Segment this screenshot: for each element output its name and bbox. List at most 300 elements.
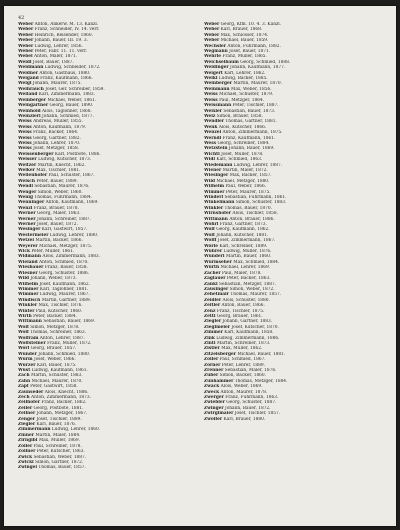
entry-details: Michael, Metzger, 1880. xyxy=(216,178,270,184)
entry-details: Franz, Kaufmann, 1866. xyxy=(40,76,93,82)
entry-name: Zuber xyxy=(204,373,219,379)
entry-details: Peter, Bäcker, 1884. xyxy=(33,313,77,319)
entry-details: Georg, Bauer, 1890. xyxy=(49,103,94,109)
entry-name: Weyerer xyxy=(18,243,38,249)
entry-details: Simon, Schuster, 1883. xyxy=(235,200,287,206)
entry-name: Ziegler xyxy=(18,422,36,428)
entry-details: Josef, Müller, 1878. xyxy=(221,151,264,157)
entry-name: Werner xyxy=(18,222,36,228)
entry-name: Wiedemann xyxy=(204,162,233,168)
entry-name: Werndl xyxy=(204,135,222,141)
entry-name: Wenninger xyxy=(18,200,45,206)
entry-details: Karl, Postbote, 1886. xyxy=(54,151,101,157)
entry-details: Max, Tischler, 1876. xyxy=(38,303,83,309)
entry-name: Wick xyxy=(18,249,30,255)
entry-name: Weinberger xyxy=(18,97,46,103)
entry-details: Josef, Bauer, 1871. xyxy=(229,49,271,55)
entry-name: Wiesinger xyxy=(204,173,229,179)
entry-name: Zwerger xyxy=(204,395,224,401)
entry-details: Georg, Brauer, 1857. xyxy=(30,346,77,352)
entry-details: Heinrich, Reisender, 1860. xyxy=(34,32,93,38)
entry-name: Weber xyxy=(18,27,34,33)
entry-name: Weiss xyxy=(18,130,32,136)
entry-name: Zwickl xyxy=(18,459,34,465)
entry-details: Georg, Gärtner, 1882. xyxy=(33,135,81,141)
entry-details: Ludwig, Lehrer, 1880. xyxy=(49,232,99,238)
entry-name: Wenger xyxy=(18,189,37,195)
entry-name: Ziegler xyxy=(204,319,222,325)
entry-details: Anton, Kaufmann, 1879. xyxy=(33,124,87,130)
entry-name: Wesinger xyxy=(18,227,41,233)
entry-details: Karl, Bauer, 1875. xyxy=(36,362,77,368)
entry-name: Weixler xyxy=(204,108,223,114)
entry-details: Franz, Gärtner, 1873. xyxy=(219,222,267,228)
entry-name: Webel xyxy=(18,54,33,60)
entry-name: Wehrle xyxy=(204,54,221,60)
entry-name: Zweck xyxy=(204,389,220,395)
entry-details: Alois, Zimmermann, 1883. xyxy=(42,254,101,260)
entry-name: Welsch xyxy=(18,178,36,184)
entry-details: Max, Müller, 1862. xyxy=(221,346,263,352)
entry-name: Weber xyxy=(204,27,220,33)
entry-details: Martin, Bäcker, 1866. xyxy=(35,238,83,244)
entry-name: Wendler xyxy=(204,119,224,125)
entry-name: Zellner xyxy=(18,411,36,417)
entry-name: Zirngibl xyxy=(18,438,38,444)
entry-name: Wolfram xyxy=(18,335,39,341)
entry-name: Wörle xyxy=(204,243,218,249)
entry-details: Thomas, Gärtner, 1881. xyxy=(225,119,277,125)
entry-details: Anton, Zimmermann, 1873. xyxy=(31,395,91,401)
entry-details: Max, Müller, 1869. xyxy=(38,438,81,444)
entry-name: Westermeier xyxy=(18,232,49,238)
entry-details: Thomas, Bauer, 1857. xyxy=(38,465,86,471)
entry-details: Thomas, Bauer, 1870. xyxy=(224,205,272,211)
entry-details: Martin, Maler, 1884. xyxy=(35,432,81,438)
entry-name: Weikl xyxy=(204,76,218,82)
entry-details: Max, Schlosser, 1874. xyxy=(220,32,269,38)
entry-name: Zenger xyxy=(18,416,35,422)
entry-name: Weissenberger xyxy=(18,151,54,157)
entry-name: Weigert xyxy=(204,70,223,76)
entry-name: Weber xyxy=(18,32,34,38)
entry-name: Zink xyxy=(204,335,215,341)
entry-name: Weber xyxy=(18,22,34,27)
entry-details: Simon, Brauer, 1858. xyxy=(216,113,263,119)
entry-name: Zrenner xyxy=(204,368,224,373)
entry-name: Zeidler xyxy=(204,297,222,303)
entry-name: Zausinger xyxy=(204,286,229,292)
entry-name: Zenz xyxy=(204,308,216,314)
entry-name: Weinhold xyxy=(18,108,41,114)
entry-name: Zwinger xyxy=(204,405,224,411)
entry-details: Johann, Schmied, 1877. xyxy=(42,113,94,119)
entry-name: Weinmann xyxy=(204,86,230,92)
entry-details: Martin, Schreiner, 1873. xyxy=(216,340,271,346)
entry-details: Martin, Schuster, 1883. xyxy=(31,373,83,379)
entry-details: Karl, Taglöhner, 1881. xyxy=(39,286,89,292)
entry-details: Georg, Brauer, 1861. xyxy=(216,313,263,319)
entry-name: Weiland xyxy=(18,92,38,98)
entry-name: Wild xyxy=(204,178,216,184)
entry-details: Simon, Bäcker, 1860. xyxy=(219,373,267,379)
entry-details: Peter, Tischler, 1887. xyxy=(232,103,279,109)
entry-name: Zettl xyxy=(204,313,216,319)
entry-details: Anton, Maurer, 1878. xyxy=(220,389,268,395)
entry-details: Martin, Maler, 1872. xyxy=(222,167,268,173)
entry-name: Weitzer xyxy=(18,162,37,168)
left-column xyxy=(18,22,198,522)
entry-name: Zankl xyxy=(204,281,218,287)
entry-details: Thomas, Fuhrmann, 1884. xyxy=(34,195,92,200)
entry-name: Weber xyxy=(18,43,34,49)
entry-details: Johann, Kutscher, 1881. xyxy=(216,232,269,238)
entry-details: Andreas, Müller, 1855. xyxy=(33,119,83,125)
entry-name: Werner xyxy=(18,216,36,222)
entry-details: Franz, Kaufmann, 1861. xyxy=(222,135,276,141)
entry-details: Johann, Metzger, 1867. xyxy=(36,411,88,417)
entry-details: Franz, Müller, 1872. xyxy=(47,340,92,346)
entry-details: Anton, Ankerw. M. 13. Kanzl. xyxy=(34,22,99,27)
entry-details: Georg, Schmied, 1888. xyxy=(240,59,291,65)
entry-name: Zwack xyxy=(204,384,220,390)
entry-details: Ludwig, Lehrer, 1887. xyxy=(233,162,283,168)
entry-name: Zach xyxy=(18,373,30,379)
entry-name: Wenzel xyxy=(204,130,222,136)
entry-details: Karl, Schmied, 1863. xyxy=(216,157,263,163)
entry-details: Josef, Tischler, 1857. xyxy=(234,411,281,417)
entry-name: Weiss xyxy=(18,140,32,146)
entry-name: Weiss xyxy=(204,97,218,103)
entry-details: Martin, Knecht, 1862. xyxy=(37,162,86,168)
entry-name: Weihrauch xyxy=(18,86,44,92)
entry-details: Paul, Schuster, 1867. xyxy=(48,173,95,179)
entry-name: Wieland xyxy=(18,259,38,265)
entry-details: Peter, Bauer, 1889. xyxy=(36,178,78,184)
entry-details: Ludwig, Kaufmann, 1861. xyxy=(31,368,88,373)
entry-name: Zunhammer xyxy=(204,378,234,384)
entry-name: Zintl xyxy=(204,340,216,346)
entry-name: Zitzelsberger xyxy=(204,351,236,357)
entry-name: Wimmer xyxy=(18,286,39,292)
entry-details: Michael, Bauer, 1881. xyxy=(237,351,286,357)
entry-details: Anton, Brauer, 1886. xyxy=(229,216,275,222)
entry-name: Weber xyxy=(18,49,34,55)
entry-name: Wörl xyxy=(18,346,30,352)
entry-details: Ludwig, Maurer, 1867. xyxy=(39,292,90,298)
entry-details: Max, Schmied, 1884. xyxy=(233,259,280,265)
entry-details: Franz, Bäcker, 1864. xyxy=(33,130,79,136)
entry-details: Ludwig, Müller, 1876. xyxy=(223,249,272,255)
entry-name: Wiesner xyxy=(18,270,38,276)
entry-details: Ludwig, Kutscher, 1873. xyxy=(38,157,92,163)
entry-details: Alois, Knecht, 1886. xyxy=(44,389,89,395)
entry-details: Anton, Lehrer, 1887. xyxy=(39,335,85,341)
entry-name: Zeilhofer xyxy=(18,400,40,406)
entry-details: Karl, Lehrer, 1862. xyxy=(224,70,266,76)
entry-details: Josef, Weber, 1866. xyxy=(33,357,76,363)
entry-details: Georg, Schuster, 1887. xyxy=(226,400,277,406)
entry-name: Wetzel xyxy=(18,238,34,244)
entry-details: Johann, Weber, 1873. xyxy=(30,276,77,282)
entry-details: Simon, Metzger, 1878. xyxy=(30,324,80,330)
entry-details: Alois, Kutscher, 1866. xyxy=(218,124,267,130)
entry-details: Karl, Schreiner, 1889. xyxy=(219,243,268,249)
entry-details: Max, Weber, 1856. xyxy=(230,86,272,92)
entry-details: Karl, Kaufmann, 1858. xyxy=(224,330,274,336)
entry-name: Weigand xyxy=(18,76,39,82)
entry-details: Michael, Schuster, 1879. xyxy=(219,92,274,98)
entry-details: Josef, Tischler, 1889. xyxy=(36,416,82,422)
entry-details: Georg, Kaufmann, 1862. xyxy=(216,227,270,233)
entry-details: Karl, Brauer, 1868. xyxy=(220,27,263,33)
entry-details: Josef, Bauer, 1872. xyxy=(36,222,78,228)
entry-name: Zeitler xyxy=(204,303,221,309)
entry-details: Franz, Müller, 1865. xyxy=(222,54,267,60)
entry-name: Zollner xyxy=(18,449,36,455)
entry-details: Sebastian, Bauer, 1873. xyxy=(223,108,276,114)
entry-name: Weigl xyxy=(18,81,32,87)
entry-name: Weiss xyxy=(18,119,32,125)
entry-name: Weinzierl xyxy=(18,113,41,119)
entry-name: Wolf xyxy=(18,324,29,330)
entry-name: Weiss xyxy=(18,135,32,141)
entry-name: Widmann xyxy=(18,254,41,260)
entry-name: Winkler xyxy=(18,303,38,309)
entry-details: Simon, Weber, 1872. xyxy=(229,286,275,292)
entry-name: Wenk xyxy=(204,124,218,130)
entry-name: Wittmann xyxy=(18,319,42,325)
entry-details: Max, Tischler, 1881. xyxy=(36,167,81,173)
entry-name: Widl xyxy=(204,157,216,163)
entry-name: Wolf xyxy=(204,227,215,233)
entry-details: Paul, Schreiner, 1878. xyxy=(33,443,82,449)
entry-name: Wolf xyxy=(204,232,215,238)
entry-details: Alois, Schuster, 1880. xyxy=(222,297,270,303)
entry-details: Georg, Kfm. 10. 4. 3. Kanzl. xyxy=(220,22,281,27)
document-page xyxy=(4,6,396,526)
entry-details: Michael, Weber, 1861. xyxy=(47,97,97,103)
entry-details: Karl, Gastwirt, 1857. xyxy=(41,227,88,233)
entry-details: Johann, Gärtner, 1883. xyxy=(222,319,273,325)
entry-name: Wilhelm xyxy=(18,281,39,287)
entry-details: Karl, Zimmermann, 1883. xyxy=(38,92,96,98)
entry-details: Paul, Schmied, 1867. xyxy=(219,357,266,363)
entry-details: Karl, Bauer, 1876. xyxy=(36,422,77,428)
entry-details: Simon, Weber, 1860. xyxy=(37,189,83,195)
entry-details: Peter, Kutscher, 1863. xyxy=(36,449,85,455)
entry-name: Zahn xyxy=(18,378,31,384)
entry-details: Anton, Bauer, 1866. xyxy=(221,303,265,309)
entry-details: Alois, Tischler, 1858. xyxy=(232,211,278,217)
entry-details: Alois, Weber, 1869. xyxy=(220,384,263,390)
entry-details: Peter, Bäcker, 1863. xyxy=(226,276,271,282)
entry-details: Johann, Lehrer, 1870. xyxy=(33,140,81,146)
entry-details: Martin, Maurer, 1870. xyxy=(233,81,282,87)
entry-name: Zech xyxy=(18,395,30,401)
entry-details: Josef, Ger. Schreiber, 1859. xyxy=(45,86,105,92)
entry-name: Zaglauer xyxy=(204,276,226,282)
entry-details: Michael, Bauer, 1859. xyxy=(220,38,269,44)
entry-name: Wegmann xyxy=(204,49,228,55)
entry-name: Weiss xyxy=(18,146,32,152)
entry-name: Wolff xyxy=(204,238,217,244)
entry-details: Peter, Müller, 1861. xyxy=(31,249,75,255)
entry-details: Franz, Fuhrmann, 1863. xyxy=(225,395,279,401)
entry-name: Weidinger xyxy=(204,65,229,71)
entry-name: Wiener xyxy=(204,167,222,173)
entry-details: Peter, Maurer, 1875. xyxy=(225,189,271,195)
entry-name: Zöller xyxy=(18,443,33,449)
entry-details: Ludwig, Lehrer, 1860. xyxy=(51,427,101,433)
entry-name: Zimmer xyxy=(204,330,223,336)
entry-details: Peter, Lehrer, 1889. xyxy=(221,362,265,368)
entry-details: Georg, Postbote, 1881. xyxy=(33,405,84,411)
entry-details: Johann, Schreiner, 1887. xyxy=(36,216,91,222)
entry-name: Winter xyxy=(18,308,35,314)
entry-details: Franz, Tischler, 1875. xyxy=(216,308,265,314)
entry-name: Wenzl xyxy=(18,205,33,211)
entry-name: Wöhrl xyxy=(204,222,219,228)
entry-name: Zaunseder xyxy=(18,389,44,395)
entry-details: Peter, Gastwirt, 1858. xyxy=(30,384,78,390)
entry-details: Ludwig, Lehrer, 1856. xyxy=(34,43,83,49)
entry-details: Paul, Metzger, 1864. xyxy=(219,97,265,103)
entry-details: Max, Bäcker, 1857. xyxy=(229,173,272,179)
entry-name: Zwingel xyxy=(18,465,37,471)
entry-name: Werner xyxy=(18,211,36,217)
entry-details: Anton, Schmied, 1870. xyxy=(39,259,89,265)
entry-name: Weisser xyxy=(18,157,37,163)
entry-name: Wess xyxy=(204,140,217,146)
entry-name: Wolf xyxy=(18,330,29,336)
entry-name: Weber xyxy=(204,22,220,27)
entry-details: Johann, Maurer, 1875. xyxy=(32,81,82,87)
entry-details: Michael, Metzger, 1875. xyxy=(39,243,93,249)
entry-name: Welz xyxy=(204,113,216,119)
entry-details: Karl, Brauer, 1880. xyxy=(223,416,266,422)
entry-details: Johann, Bauer, 1869. xyxy=(228,146,275,152)
entry-details: Martin, Gärtner, 1889. xyxy=(41,297,92,303)
entry-name: Zehetmair xyxy=(204,292,229,298)
entry-name: Welker xyxy=(18,167,35,173)
entry-name: Wild xyxy=(18,276,30,282)
entry-details: Michael, Maurer, 1870. xyxy=(31,378,83,384)
entry-name: Wichtl xyxy=(204,151,220,157)
entry-name: Zwick xyxy=(18,454,33,460)
entry-name: Weissmann xyxy=(204,103,232,109)
entry-details: Anton, Zimmermann, 1875. xyxy=(222,130,283,136)
entry-details: Sebastian, Metzger, 1887. xyxy=(219,281,277,287)
entry-name: Wellenhofer xyxy=(18,173,48,179)
entry-details: Johann, Schmied, 1880. xyxy=(38,351,91,357)
entry-details: Paul, Weber, 1866. xyxy=(225,184,267,190)
entry-name: Wimmer xyxy=(18,292,39,298)
entry-details: Martin, Bauer, 1860. xyxy=(225,254,272,260)
entry-name: Wetzstein xyxy=(204,146,228,152)
entry-details: Josef, Bauer, 1887. xyxy=(32,59,74,65)
entry-name: Wenig xyxy=(18,195,33,200)
entry-details: Josef, Kutscher, 1870. xyxy=(231,324,279,330)
entry-name: Wirth xyxy=(18,313,32,319)
entry-name: Wimmer xyxy=(204,189,225,195)
directory-entry xyxy=(18,465,198,470)
entry-name: Wittmann xyxy=(204,216,228,222)
entry-name: Weber xyxy=(18,38,34,44)
entry-name: Wurzer xyxy=(18,362,36,368)
entry-name: Weiss xyxy=(204,92,218,98)
entry-details: Peter, Fabr. 11. 11. verr. xyxy=(34,49,88,55)
entry-details: Alois, Taglöhner, 1868. xyxy=(41,108,92,114)
entry-name: Weber xyxy=(204,32,220,38)
entry-name: Wurmseher xyxy=(204,259,232,265)
entry-name: Wunder xyxy=(18,351,37,357)
entry-details: Ludwig, Schneider, 1872. xyxy=(44,65,101,71)
entry-name: Wechsler xyxy=(204,43,226,49)
entry-details: Franz, Bäcker, 1862. xyxy=(41,400,87,406)
entry-name: Zwölfer xyxy=(204,416,223,422)
entry-details: Sebastian, Weber, 1887. xyxy=(33,454,87,460)
entry-name: Zwiebler xyxy=(204,400,225,406)
entry-name: Wunderl xyxy=(204,254,225,260)
entry-name: Weingartner xyxy=(18,103,49,109)
entry-name: Wilhelm xyxy=(204,184,225,190)
entry-name: Zwirglmaier xyxy=(204,411,234,417)
entry-name: Zoller xyxy=(204,357,219,363)
entry-details: Paul, Maler, 1878. xyxy=(222,270,262,276)
entry-details: Georg, Schuster, 1886. xyxy=(39,270,90,276)
entry-name: Wendl xyxy=(18,184,33,190)
entry-details: Thomas, Schreiner, 1863. xyxy=(30,330,87,336)
entry-details: Ludwig, Bäcker, 1885. xyxy=(218,76,268,82)
entry-details: Thomas, Maurer, 1857. xyxy=(230,292,282,298)
entry-details: Josef, Kaufmann, 1862. xyxy=(39,281,90,287)
entry-details: Sebastian, Maurer, 1876. xyxy=(34,184,90,190)
entry-details: Paul, Kutscher, 1860. xyxy=(35,308,83,314)
entry-details: Sebastian, Maler, 1876. xyxy=(224,368,277,373)
entry-details: Franz, Bauer, 1858. xyxy=(44,265,88,271)
entry-name: Winkler xyxy=(204,205,224,211)
entry-details: Josef, Zimmermann, 1867. xyxy=(217,238,276,244)
entry-details: Anton, Kaufmann, 1869. xyxy=(45,200,99,206)
entry-name: Zimmermann xyxy=(18,427,51,433)
directory-entry xyxy=(204,417,384,422)
entry-name: Würth xyxy=(204,265,220,271)
entry-details: Sebastian, Bauer, 1869. xyxy=(43,319,96,325)
entry-name: Wührer xyxy=(204,249,223,255)
entry-name: Weidl xyxy=(18,59,32,65)
entry-details: Anton, Fuhrmann, 1882. xyxy=(227,43,281,49)
entry-name: Zapf xyxy=(18,384,29,390)
entry-details: Franz, Brauer, 1878. xyxy=(33,205,79,211)
entry-details: Simon, Gärtner, 1872. xyxy=(35,459,84,465)
entry-details: Anton, Gasthaus, 1880. xyxy=(39,70,91,76)
entry-name: Winkelmann xyxy=(204,200,235,206)
entry-details: Ludwig, Zimmermann, 1886. xyxy=(216,335,280,341)
entry-details: Franz, Schneider, IV. 14. verr. xyxy=(34,27,100,33)
entry-name: Windisch xyxy=(18,297,41,303)
right-column xyxy=(204,22,384,522)
entry-details: Sebastian, Fuhrmann, 1861. xyxy=(224,195,287,200)
entry-name: Zörner xyxy=(204,362,221,368)
entry-name: Weiss xyxy=(18,124,32,130)
entry-details: Michael, Lehrer, 1869. xyxy=(220,265,271,271)
entry-name: Weidmann xyxy=(18,65,44,71)
entry-name: Zacher xyxy=(204,270,221,276)
entry-name: Wüst xyxy=(18,368,31,373)
entry-name: Zeiler xyxy=(18,405,33,411)
entry-name: Wurm xyxy=(18,357,33,363)
